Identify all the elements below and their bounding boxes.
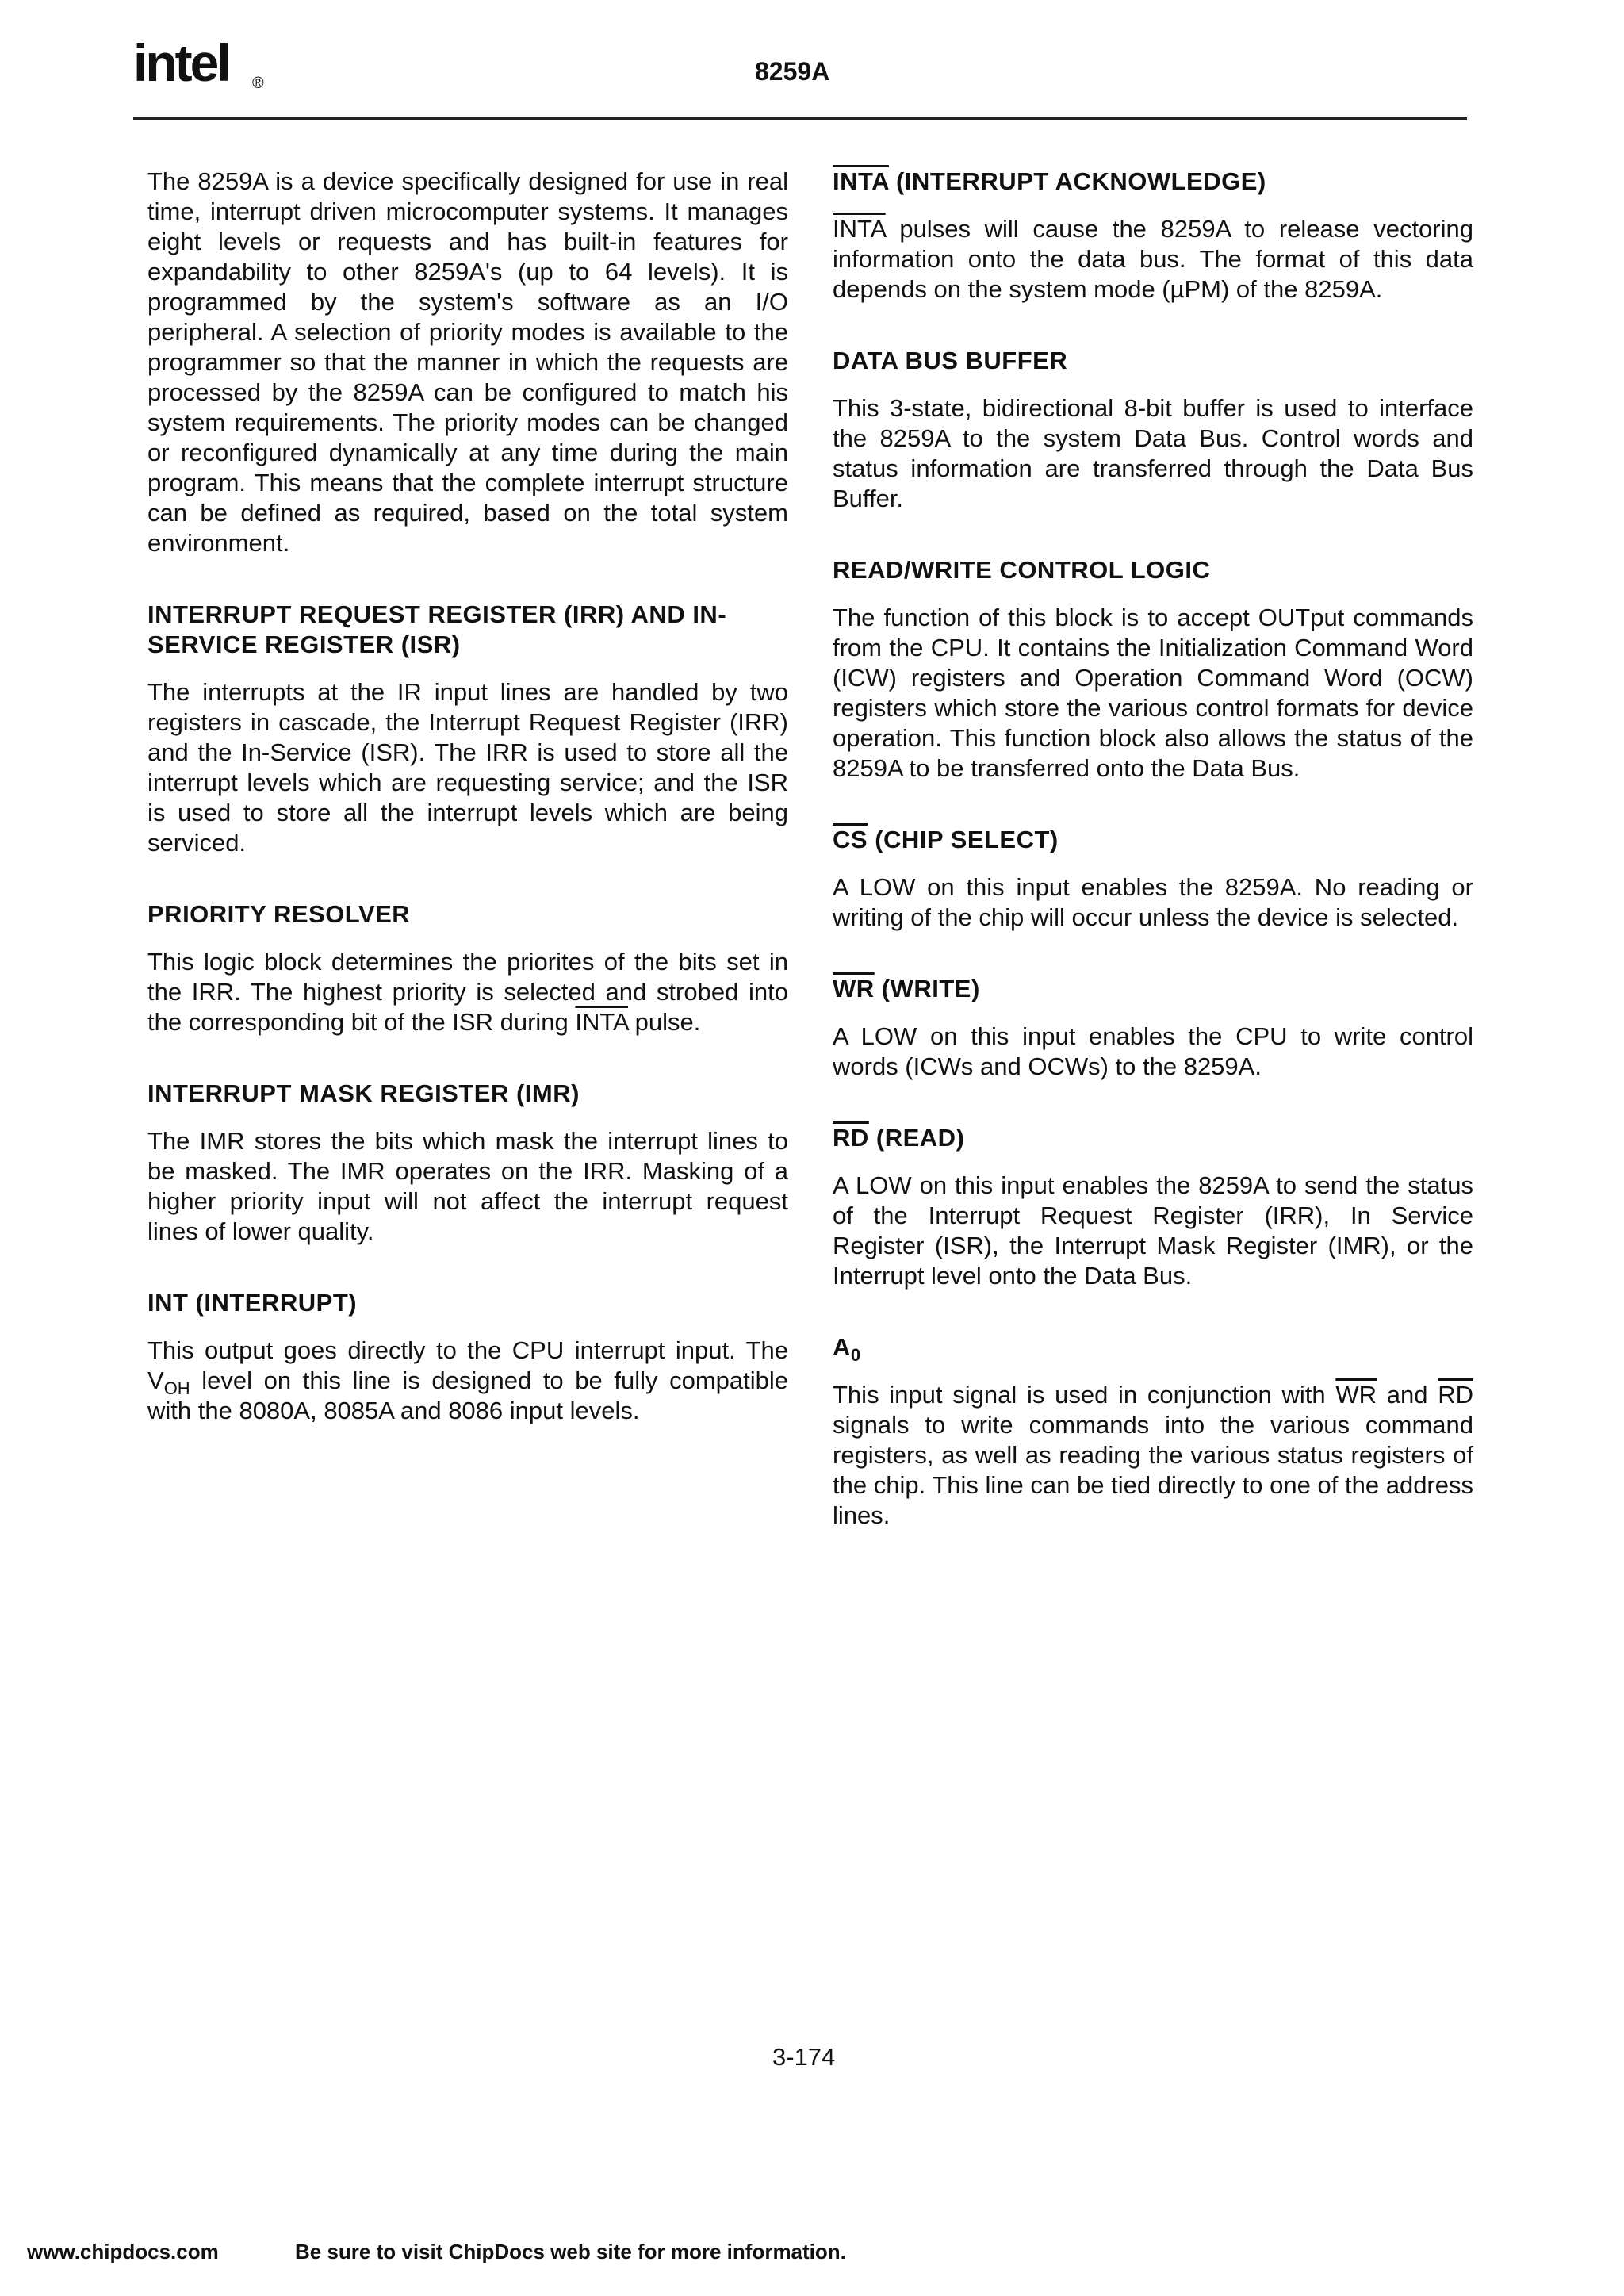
right-column	[833, 167, 1473, 1572]
registered-mark: ®	[252, 75, 264, 92]
page-title: 8259A	[755, 57, 830, 86]
int-text-start: This output goes directly to the CPU interrupt input. The V	[147, 1336, 788, 1394]
irr-paragraph: The interrupts at the IR input lines are handled by two registers in cascade, the Interrupt Request Register (IRR) and the In-Service (ISR). The IRR is used to store all the interrupt levels which are requesting service; and the ISR is used to store all the interrupt levels which are being serviced.	[147, 678, 788, 857]
inta-heading	[833, 167, 1473, 197]
rd-signal: RD	[833, 1124, 869, 1152]
a0-heading	[833, 1332, 1473, 1366]
wr-label: (WRITE)	[881, 975, 980, 1002]
read-heading	[833, 1123, 1473, 1153]
cs-label: (CHIP SELECT)	[875, 826, 1059, 853]
cs-signal: CS	[833, 826, 868, 853]
voh-subscript: OH	[163, 1378, 190, 1399]
a0-main: A	[833, 1333, 851, 1361]
write-heading	[833, 974, 1473, 1004]
a0-wr-signal: $\overline{WR}$	[1335, 1381, 1377, 1409]
inta-paragraph	[833, 214, 1473, 305]
priority-resolver-heading: PRIORITY RESOLVER	[147, 900, 411, 928]
footer-url-link[interactable]: www.chipdocs.com	[27, 2240, 219, 2263]
inta-heading-signal: INTA	[833, 167, 889, 195]
int-paragraph	[147, 1336, 788, 1426]
header-rule	[133, 117, 1467, 120]
chip-select-heading	[833, 825, 1473, 855]
footer-note: Be sure to visit ChipDocs web site for more information.	[295, 2240, 846, 2263]
left-column	[147, 167, 788, 1467]
inta-body-text: pulses will cause the 8259A to release vectoring information onto the data bus. The format of this data depends on the system mode (µPM) of the 8259A.	[833, 215, 1473, 303]
chip-select-paragraph: A LOW on this input enables the 8259A. No reading or writing of the chip will occur unless the device is selected.	[833, 873, 1473, 931]
inta-body-signal: INTA	[833, 215, 886, 243]
read-paragraph: A LOW on this input enables the 8259A to send the status of the Interrupt Request Register (IRR), In Service Register (ISR), the Interrupt Mask Register (IMR), or the Interrupt level onto the Data Bus.	[833, 1171, 1473, 1290]
imr-heading: INTERRUPT MASK REGISTER (IMR)	[147, 1079, 580, 1107]
page-number: 3-174	[772, 2043, 836, 2071]
wr-signal: WR	[833, 975, 875, 1002]
a0-text-1: This input signal is used in conjunction with	[833, 1381, 1326, 1409]
a0-text-3: signals to write commands into the various command registers, as well as reading the various status registers of the chip. This line can be tied directly to one of the address lines.	[833, 1411, 1473, 1529]
irr-heading: INTERRUPT REQUEST REGISTER (IRR) AND IN-SERVICE REGISTER (ISR)	[147, 600, 727, 658]
rd-label: (READ)	[875, 1124, 965, 1152]
data-bus-buffer-paragraph: This 3-state, bidirectional 8-bit buffer is used to interface the 8259A to the system Data Bus. Control words and status information are transferred through the Data Bus Buffer.	[833, 394, 1473, 512]
intro-paragraph: The 8259A is a device specifically designed for use in real time, interrupt driven microcomputer systems. It manages eight levels or requests and has built-in features for expandability to other 8259A's (up to 64 levels). It is programmed by the system's software as an I/O peripheral. A selection of priority modes is available to the programmer so that the manner in which the requests are processed by the 8259A can be configured to match his system requirements. The priority modes can be changed or reconfigured dynamically at any time during the main program. This means that the complete interrupt structure can be defined as required, based on the total system environment.	[147, 167, 788, 557]
a0-text-2: and	[1386, 1381, 1428, 1409]
inta-heading-label: (INTERRUPT ACKNOWLEDGE)	[896, 167, 1266, 195]
a0-subscript: 0	[850, 1345, 861, 1366]
read-write-control-heading: READ/WRITE CONTROL LOGIC	[833, 556, 1211, 584]
priority-resolver-paragraph	[147, 947, 788, 1037]
data-bus-buffer-heading: DATA BUS BUFFER	[833, 347, 1068, 374]
priority-text-end: pulse.	[634, 1008, 701, 1036]
write-paragraph: A LOW on this input enables the CPU to write control words (ICWs and OCWs) to the 8259A.	[833, 1022, 1473, 1080]
intel-logo: intel	[133, 33, 229, 92]
read-write-control-paragraph: The function of this block is to accept OUTput commands from the CPU. It contains the Initialization Command Word (ICW) registers and Operation Command Word (OCW) registers which store the various control formats for device operation. This function block also allows the status of the 8259A to be transferred onto the Data Bus.	[833, 604, 1473, 782]
inta-signal-name: INTA	[575, 1008, 629, 1036]
int-heading: INT (INTERRUPT)	[147, 1289, 358, 1317]
priority-text-start: This logic block determines the priorites of the bits set in the IRR. The highest priority is selected and strobed into the corresponding bit of the ISR during	[147, 948, 788, 1036]
a0-rd-signal: $\overline{RD}$	[1438, 1381, 1473, 1409]
a0-paragraph	[833, 1380, 1473, 1531]
int-text-end: level on this line is designed to be fully compatible with the 8080A, 8085A and 8086 input levels.	[147, 1366, 788, 1424]
imr-paragraph: The IMR stores the bits which mask the interrupt lines to be masked. The IMR operates on the IRR. Masking of a higher priority input will not affect the interrupt request lines of lower quality.	[147, 1127, 788, 1245]
